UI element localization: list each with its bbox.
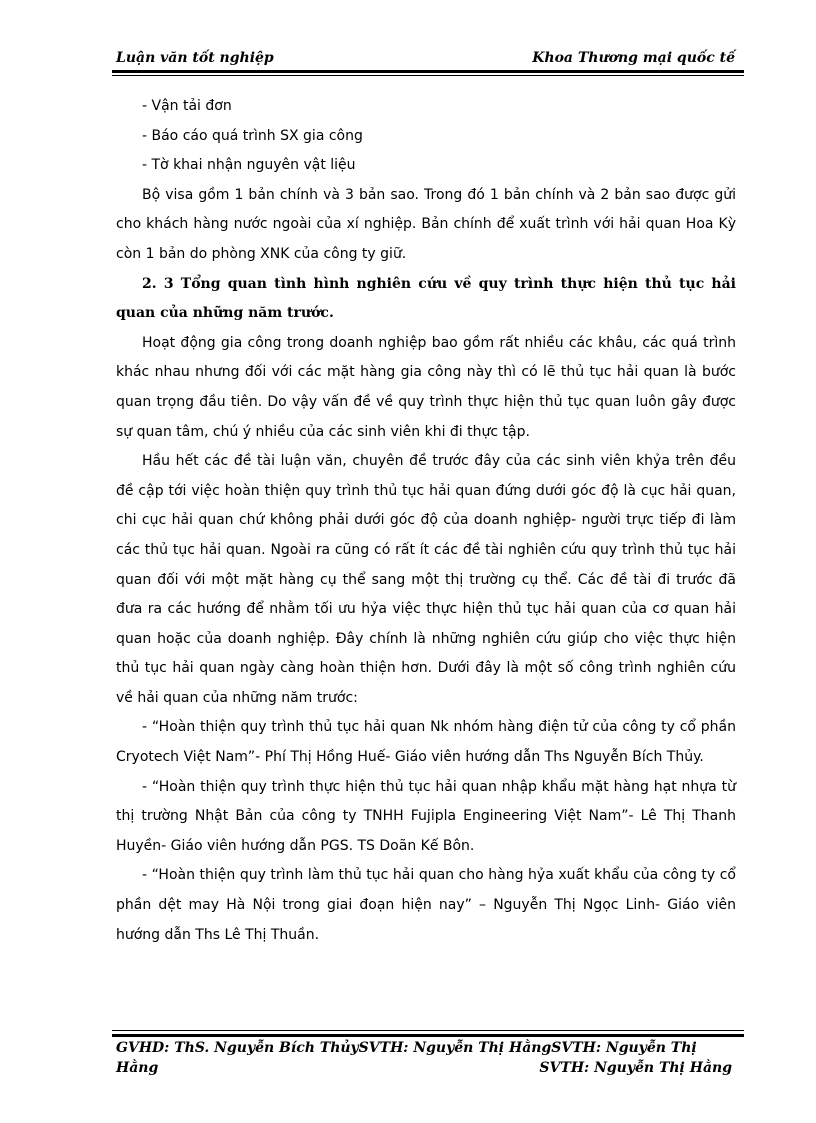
reference-item: - “Hoàn thiện quy trình thủ tục hải quan Nk nhóm hàng điện tử của công ty cổ phần Cryotech Việt Nam”- Phí Thị Hồng Huế- Giáo viên hướng dẫn Ths Nguyễn Bích Thủy. xyxy=(116,719,736,766)
page-content xyxy=(116,92,736,950)
header-thesis-title: Luận văn tốt nghiệp xyxy=(116,50,274,66)
header-faculty-name: Khoa Thương mại quốc tế xyxy=(532,50,735,66)
page-header xyxy=(112,48,737,68)
footer-line-1: GVHD: ThS. Nguyễn Bích ThủySVTH: Nguyễn Thị HằngSVTH: Nguyễn Thị xyxy=(116,1040,697,1056)
footer-rule-thick xyxy=(112,1034,744,1037)
list-item: - Tờ khai nhận nguyên vật liệu xyxy=(142,157,356,174)
list-item: - Báo cáo quá trình SX gia công xyxy=(142,127,363,144)
paragraph-processing-activities: Hoạt động gia công trong doanh nghiệp bao gồm rất nhiều các khâu, các quá trình khác nhau nhưng đối với các mặt hàng gia công này thì có lẽ thủ tục hải quan là bước quan trọng đầu tiên. Do vậy vấn đề về quy trình thực hiện thủ tục quan luôn gây được sự quan tâm, chú ý nhiều của các sinh viên khi đi thực tập. xyxy=(116,334,736,440)
footer-line-2-left: Hằng xyxy=(116,1060,159,1076)
paragraph-visa-set: Bộ visa gồm 1 bản chính và 3 bản sao. Trong đó 1 bản chính và 2 bản sao được gửi cho khách hàng nước ngoài của xí nghiệp. Bản chính để xuất trình với hải quan Hoa Kỳ còn 1 bản do phòng XNK của công ty giữ. xyxy=(116,186,736,262)
reference-item: - “Hoàn thiện quy trình thực hiện thủ tục hải quan nhập khẩu mặt hàng hạt nhựa từ thị trường Nhật Bản của công ty TNHH Fujipla Engineering Việt Nam”- Lê Thị Thanh Huyền- Giáo viên hướng dẫn PGS. TS Doãn Kế Bôn. xyxy=(116,778,736,854)
section-heading: 2. 3 Tổng quan tình hình nghiên cứu về quy trình thực hiện thủ tục hải quan của những năm trước. xyxy=(116,275,736,322)
footer-line-2-right: SVTH: Nguyễn Thị Hằng xyxy=(539,1060,732,1076)
header-rule-thick xyxy=(112,70,744,73)
header-rule-thin xyxy=(112,75,744,76)
footer-rule-thin xyxy=(112,1030,744,1031)
paragraph-previous-research: Hầu hết các đề tài luận văn, chuyên đề trước đây của các sinh viên khỷa trên đều đề cập tới việc hoàn thiện quy trình thủ tục hải quan đứng dưới góc độ là cục hải quan, chi cục hải quan chứ không phải dưới góc độ của doanh nghiệp- người trực tiếp đi làm các thủ tục hải quan. Ngoài ra cũng có rất ít các đề tài nghiên cứu quy trình thủ tục hải quan đối với một mặt hàng cụ thể sang một thị trường cụ thể. Các đề tài đi trước đã đưa ra các hướng để nhằm tối ưu hỷa việc thực hiện thủ tục hải quan của cơ quan hải quan hoặc của doanh nghiệp. Đây chính là những nghiên cứu giúp cho việc thực hiện thủ tục hải quan ngày càng hoàn thiện hơn. Dưới đây là một số công trình nghiên cứu về hải quan của những năm trước: xyxy=(116,453,736,706)
reference-item: - “Hoàn thiện quy trình làm thủ tục hải quan cho hàng hỷa xuất khẩu của công ty cổ phần dệt may Hà Nội trong giai đoạn hiện nay” – Nguyễn Thị Ngọc Linh- Giáo viên hướng dẫn Ths Lê Thị Thuần. xyxy=(116,867,736,943)
list-item: - Vận tải đơn xyxy=(142,98,232,114)
